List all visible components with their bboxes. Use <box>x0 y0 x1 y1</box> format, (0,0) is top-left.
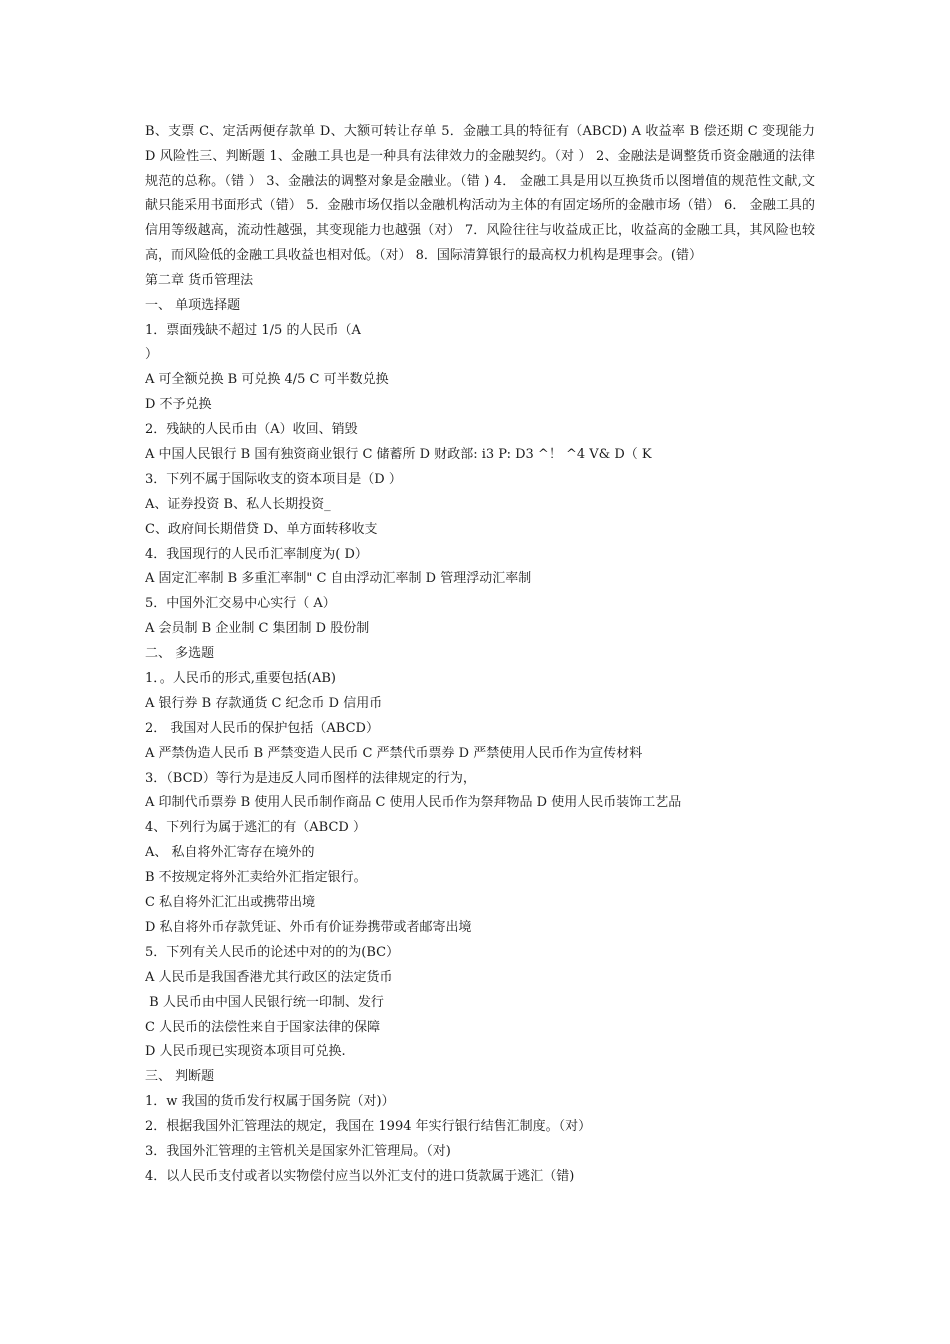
question-line: 3．我国外汇管理的主管机关是国家外汇管理局。（对) <box>145 1143 451 1159</box>
question-line: 1．w 我国的货币发行权属于国务院（对)） <box>145 1094 395 1110</box>
options-line: B 不按规定将外汇卖给外汇指定银行。 <box>145 870 367 886</box>
question-line: 5．中国外汇交易中心实行（ A） <box>145 596 336 612</box>
question-line: 2．根据我国外汇管理法的规定，我国在 1994 年实行银行结售汇制度。（对） <box>145 1119 592 1135</box>
question-line: 4．我国现行的人民币汇率制度为( D） <box>145 546 368 562</box>
options-line: D 不予兑换 <box>145 397 212 413</box>
options-line: A 银行券 B 存款通货 C 纪念币 D 信用币 <box>145 695 383 711</box>
question-line: 4、下列行为属于逃汇的有（ABCD ） <box>145 820 366 836</box>
question-line: 1．票面残缺不超过 1/5 的人民币（A <box>145 322 361 338</box>
options-line: A、证券投资 B、私人长期投资_ <box>145 496 331 512</box>
options-line: A 印制代币票券 B 使用人民币制作商品 C 使用人民币作为祭拜物品 D 使用人民币装饰工艺品 <box>145 795 682 811</box>
section-heading: 三、 判断题 <box>145 1069 215 1085</box>
options-line: A 严禁伪造人民币 B 严禁变造人民币 C 严禁代币票券 D 严禁使用人民币作为宣传材料 <box>145 745 643 761</box>
options-line: D 人民币现已实现资本项目可兑换. <box>145 1044 346 1060</box>
intro-paragraph: B、支票 C、定活两便存款单 D、大额可转让存单 5．金融工具的特征有（ABCD) A 收益率 B 偿还期 C 变现能力 D 风险性三、判断题 1、金融工具也是一种具有法律效力的金融契约。（对 ） 2、金融法是调整货币资金融通的法律规范的总称。（错 ） 3、金融法的调整对象是金融业。（错 ) 4． 金融工具是用以互换货币以图增值的规范性文献,文献只能采用书面形式（错） 5．金融市场仅指以金融机构活动为主体的有固定场所的金融市场（错） 6． 金融工具的信用等级越高，流动性越强，其变现能力也越强（对） 7．风险往往与收益成正比，收益高的金融工具，其风险也较高，而风险低的金融工具收益也相对低。（对） 8．国际清算银行的最高权力机构是理事会。(错） <box>145 124 815 263</box>
text-line: ） <box>145 347 159 363</box>
options-line: A、 私自将外汇寄存在境外的 <box>145 845 315 861</box>
options-line: C 人民币的法偿性来自于国家法律的保障 <box>145 1019 381 1035</box>
question-line: 2． 我国对人民币的保护包括（ABCD） <box>145 720 379 736</box>
question-line: 1．。人民币的形式,重要包括(AB) <box>145 671 336 687</box>
section-heading: 一、 单项选择题 <box>145 297 241 313</box>
chapter-title: 第二章 货币管理法 <box>145 272 254 288</box>
options-line: A 可全额兑换 B 可兑换 4/5 C 可半数兑换 <box>145 372 389 388</box>
document-page <box>145 120 815 1190</box>
options-line: A 固定汇率制 B 多重汇率制" C 自由浮动汇率制 D 管理浮动汇率制 <box>145 571 532 587</box>
options-line: A 人民币是我国香港尤其行政区的法定货币 <box>145 969 393 985</box>
chapter-content <box>145 269 815 1190</box>
options-line: B 人民币由中国人民银行统一印制、发行 <box>145 994 384 1010</box>
options-line: D 私自将外币存款凭证、外币有价证券携带或者邮寄出境 <box>145 919 472 935</box>
options-line: A 会员制 B 企业制 C 集团制 D 股份制 <box>145 621 370 637</box>
section-heading: 二、 多选题 <box>145 646 215 662</box>
question-line: 2．残缺的人民币由（A）收回、销毁 <box>145 422 358 438</box>
options-line: A 中国人民银行 B 国有独资商业银行 C 储蓄所 D 财政部: i3 P: D3 ^！ ^4 V& D（ K <box>145 447 652 463</box>
question-line: 4．以人民币支付或者以实物偿付应当以外汇支付的进口货款属于逃汇（错) <box>145 1168 575 1184</box>
question-line: 3．下列不属于国际收支的资本项目是（D ） <box>145 471 402 487</box>
options-line: C 私自将外汇汇出或携带出境 <box>145 895 316 911</box>
question-line: 3．（BCD）等行为是违反人同币图样的法律规定的行为， <box>145 770 476 786</box>
options-line: C、政府间长期借贷 D、单方面转移收支 <box>145 521 378 537</box>
question-line: 5．下列有关人民币的论述中对的的为(BC） <box>145 944 400 960</box>
